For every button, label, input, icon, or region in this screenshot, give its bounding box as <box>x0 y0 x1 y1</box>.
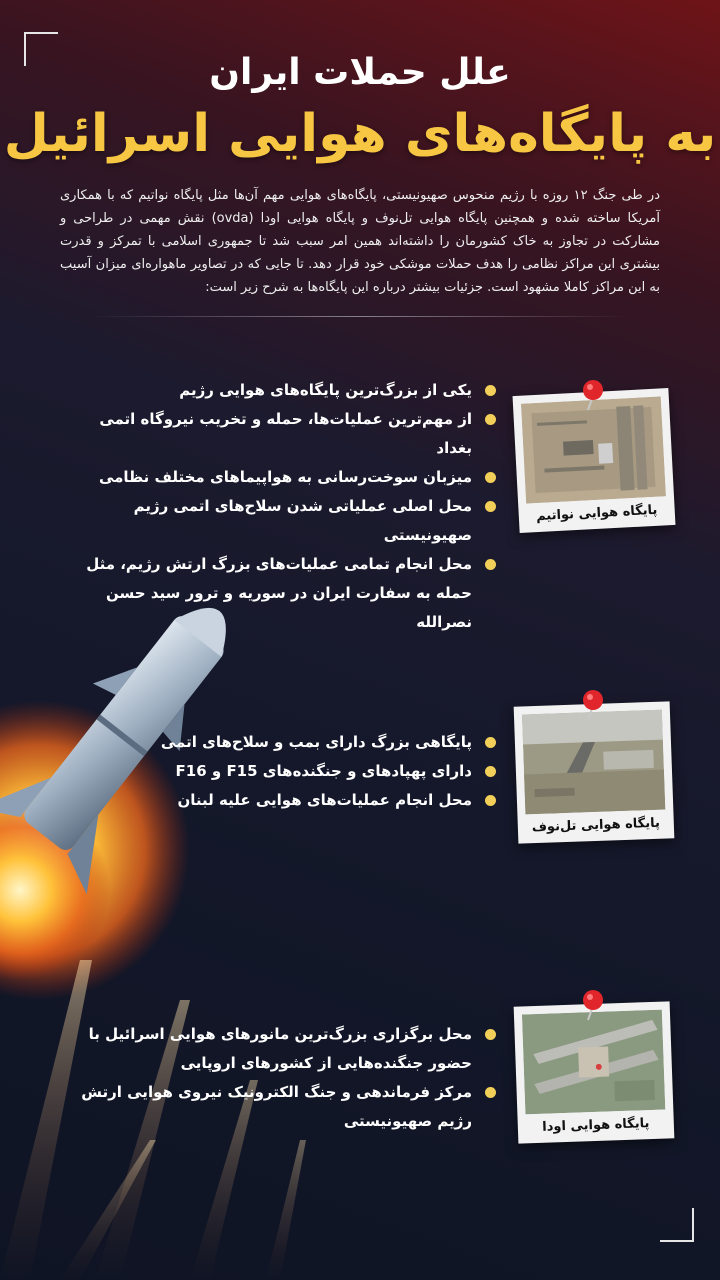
list-item: یکی از بزرگ‌ترین پایگاه‌های هوایی رژیم <box>78 376 498 405</box>
intro-paragraph: در طی جنگ ۱۲ روزه با رژیم منحوس صهیونیستی، پایگاه‌های هوایی مهم آن‌ها مثل پایگاه نواتیم که با همکاری آمریکا ساخته شده و همچنین پایگاه هوایی تل‌نوف و پایگاه هوایی اودا (ovda) نقش مهمی در طراحی و مشارکت در تجاوز به خاک کشورمان را داشته‌اند همین امر سبب شد تا جمهوری اسلامی با تمرکز و قدرت بیشتری این مراکز نظامی را هدف حملات موشکی خود قرار دهد. تا جایی که در تصاویر ماهواره‌ای میزان آسیب به این مراکز کاملا مشهود است. جزئیات بیشتر درباره این پایگاه‌ها به شرح زیر است: <box>60 188 660 295</box>
bullet-icon <box>485 1029 496 1040</box>
bullet-icon <box>485 737 496 748</box>
satellite-image <box>522 710 665 815</box>
base3-points <box>78 1020 498 1136</box>
photo-caption: پایگاه هوایی تل‌نوف <box>531 815 661 836</box>
base1-points <box>78 376 498 637</box>
base2-points <box>78 728 498 815</box>
bullet-icon <box>485 766 496 777</box>
page-title-line2: به پایگاه‌های هوایی اسرائیل <box>3 104 717 164</box>
pushpin-icon <box>580 988 606 1022</box>
list-item: محل اصلی عملیاتی شدن سلاح‌های اتمی رژیم صهیونیستی <box>78 492 498 550</box>
list-item: پایگاهی بزرگ دارای بمب و سلاح‌های اتمی <box>78 728 498 757</box>
satellite-image <box>521 396 666 503</box>
base2-photo-card <box>514 701 675 843</box>
pushpin-icon <box>580 378 606 412</box>
bullet-icon <box>485 414 496 425</box>
pushpin-icon <box>580 688 606 722</box>
list-item: محل انجام تمامی عملیات‌های بزرگ ارتش رژیم، مثل حمله به سفارت ایران در سوریه و ترور سید حسن نصرالله <box>78 550 498 637</box>
bullet-icon <box>485 795 496 806</box>
page-title-line1: علل حملات ایران <box>209 52 511 93</box>
corner-frame-bottom-right <box>660 1208 694 1242</box>
list-item: مرکز فرماندهی و جنگ الکترونیک نیروی هوایی ارتش رژیم صهیونیستی <box>78 1078 498 1136</box>
rocket-illustration <box>0 580 340 1280</box>
photo-caption: پایگاه هوایی نواتیم <box>535 502 658 525</box>
bullet-icon <box>485 501 496 512</box>
list-item: محل انجام عملیات‌های هوایی علیه لبنان <box>78 786 498 815</box>
bullet-icon <box>485 1087 496 1098</box>
bullet-icon <box>485 559 496 570</box>
photo-caption: پایگاه هوایی اودا <box>542 1116 650 1135</box>
base3-photo-card <box>514 1001 675 1143</box>
divider <box>90 316 630 317</box>
list-item: از مهم‌ترین عملیات‌ها، حمله و تخریب نیروگاه اتمی بغداد <box>78 405 498 463</box>
list-item: دارای پهپادهای و جنگنده‌های F15 و F16 <box>78 757 498 786</box>
satellite-image <box>522 1010 665 1115</box>
list-item: محل برگزاری بزرگ‌ترین مانورهای هوایی اسرائیل با حضور جنگنده‌هایی از کشورهای اروپایی <box>78 1020 498 1078</box>
list-item: میزبان سوخت‌رسانی به هواپیماهای مختلف نظامی <box>78 463 498 492</box>
bullet-icon <box>485 385 496 396</box>
bullet-icon <box>485 472 496 483</box>
